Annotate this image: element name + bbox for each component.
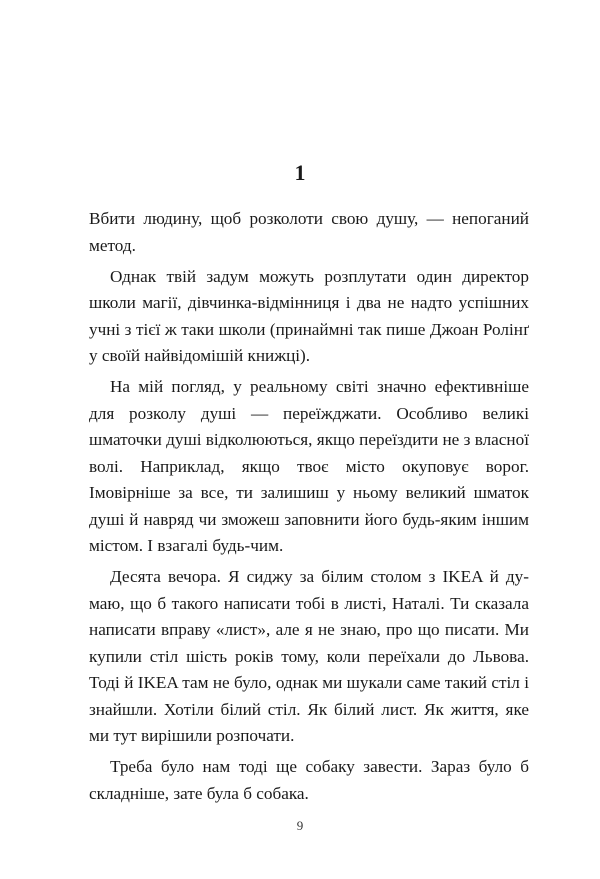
paragraph: Вбити людину, щоб розколоти свою душу, — непоганий метод. xyxy=(89,209,529,255)
chapter-number: 1 xyxy=(294,160,306,185)
paragraph: На мій погляд, у реальному світі значно ефективніше для розколу душі — переїжджати. Особливо великі шматочки душі відколюються, якщо переїздити не з власної волі. Наприклад, якщо твоє місто окуповує ворог. Імовірніше за все, ти залишиш у ньому великий шматок душі й навряд чи зможеш заповнити його будь-яким іншим містом. І взагалі будь-чим. xyxy=(89,377,529,555)
chapter-body xyxy=(89,206,529,812)
paragraph: Десята вечора. Я сиджу за білим столом з IKEA й думаю, що б такого написати тобі в листі, Наталі. Ти сказала написати вправу «лист», але я не знаю, про що писати. Ми купили стіл шість років тому, коли переїхали до Львова. Тоді й IKEA там не було, однак ми шукали саме такий стіл і знайшли. Хотіли білий стіл. Як білий лист. Як життя, яке ми тут вирішили розпочати. xyxy=(89,567,529,745)
page-number: 9 xyxy=(296,818,304,833)
paragraph: Треба було нам тоді ще собаку завести. Зараз було б складніше, зате була б собака. xyxy=(89,757,529,803)
paragraph: Однак твій задум можуть розплутати один директор школи магії, дівчинка-відмінниця і два не надто успішних учні з тієї ж таки школи (принаймні так пише Джоан Ролінґ у своїй найвідомішій книжці). xyxy=(89,266,529,365)
